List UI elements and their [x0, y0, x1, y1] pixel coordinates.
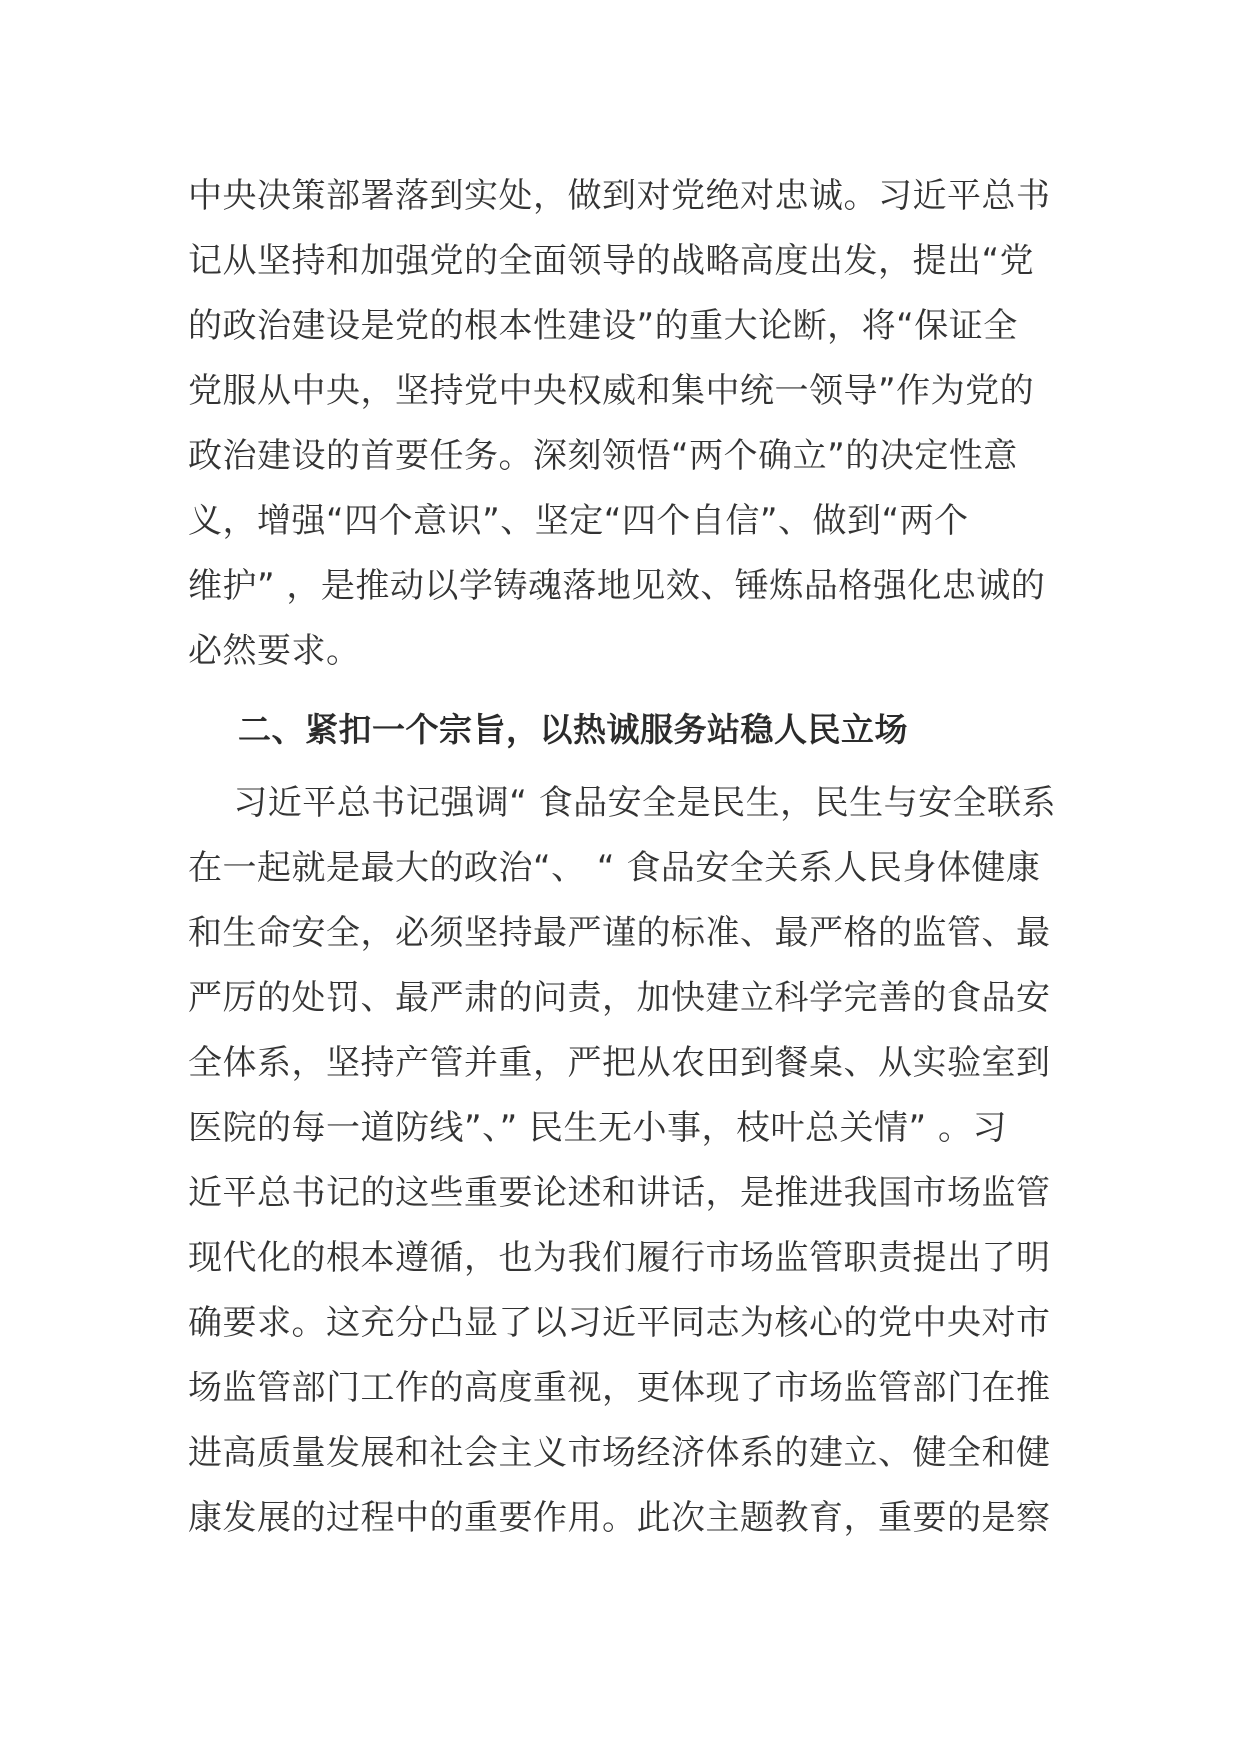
paragraph-1-line: 必然要求。 [188, 631, 361, 671]
paragraph-1-line: 义，增强“四个意识”、坚定“四个自信”、做到“两个 [188, 501, 969, 541]
paragraph-1-line: 记从坚持和加强党的全面领导的战略高度出发，提出“党 [188, 241, 1035, 281]
paragraph-2 [188, 771, 1058, 1551]
paragraph-2-line: 在一起就是最大的政治“、 “ 食品安全关系人民身体健康 [188, 848, 1041, 888]
section-heading: 二、紧扣一个宗旨，以热诚服务站稳人民立场 [238, 710, 908, 749]
paragraph-2-line: 进高质量发展和社会主义市场经济体系的建立、健全和健 [188, 1433, 1051, 1473]
paragraph-1 [188, 164, 1058, 684]
paragraph-2-line: 和生命安全，必须坚持最严谨的标准、最严格的监管、最 [188, 913, 1051, 953]
paragraph-2-line: 确要求。这充分凸显了以习近平同志为核心的党中央对市 [188, 1303, 1051, 1343]
paragraph-2-line: 场监管部门工作的高度重视，更体现了市场监管部门在推 [188, 1368, 1051, 1408]
paragraph-2-line: 康发展的过程中的重要作用。此次主题教育，重要的是察 [188, 1498, 1051, 1538]
paragraph-2-line: 现代化的根本遵循，也为我们履行市场监管职责提出了明 [188, 1238, 1051, 1278]
paragraph-2-line: 习近平总书记强调“ 食品安全是民生，民生与安全联系 [188, 783, 1057, 823]
paragraph-2-line: 全体系，坚持产管并重，严把从农田到餐桌、从实验室到 [188, 1043, 1051, 1083]
paragraph-1-line: 维护” ，是推动以学铸魂落地见效、锤炼品格强化忠诚的 [188, 566, 1046, 606]
paragraph-1-line: 政治建设的首要任务。深刻领悟“两个确立”的决定性意 [188, 436, 1018, 476]
paragraph-2-line: 医院的每一道防线”、” 民生无小事，枝叶总关情” 。习 [188, 1108, 1007, 1148]
paragraph-1-line: 的政治建设是党的根本性建设”的重大论断，将“保证全 [188, 306, 1018, 346]
paragraph-1-line: 党服从中央，坚持党中央权威和集中统一领导”作为党的 [188, 371, 1035, 411]
paragraph-1-line: 中央决策部署落到实处，做到对党绝对忠诚。习近平总书 [188, 176, 1051, 216]
paragraph-2-line: 近平总书记的这些重要论述和讲话，是推进我国市场监管 [188, 1173, 1051, 1213]
paragraph-2-line: 严厉的处罚、最严肃的问责，加快建立科学完善的食品安 [188, 978, 1051, 1018]
